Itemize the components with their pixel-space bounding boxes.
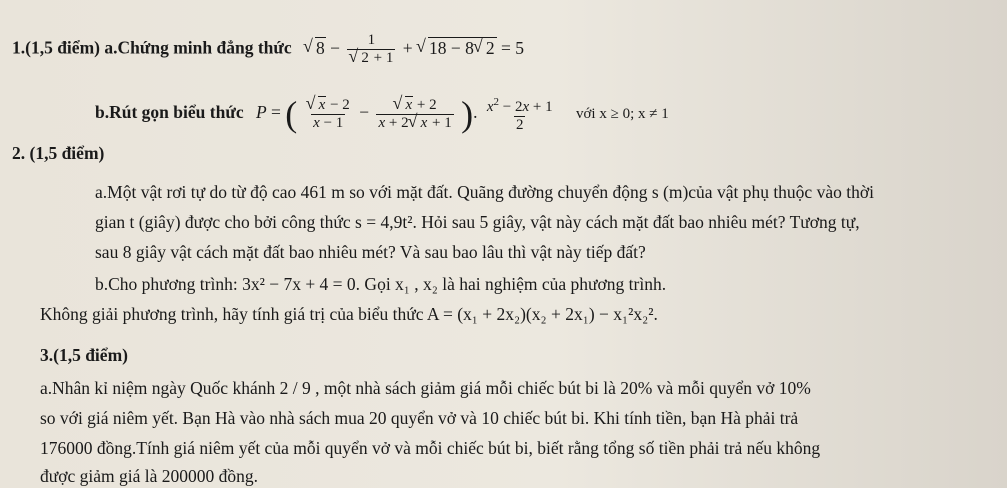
q2b-line-1: b.Cho phương trình: 3x² − 7x + 4 = 0. Gọi x₁ , x₂ là hai nghiệm của phương trình. (95, 274, 667, 294)
q2a-line-1: a.Một vật rơi tự do từ độ cao 461 m so với mặt đất. Quãng đường chuyển động s (m)của vật phụ thuộc vào thời (95, 182, 874, 202)
q3-line-4: được giảm giá là 200000 đồng. (40, 466, 259, 486)
q3-line-1: a.Nhân kỉ niệm ngày Quốc khánh 2 / 9 , một nhà sách giảm giá mỗi chiếc bút bi là 20% và mỗi quyển vở 10% (40, 378, 811, 398)
q1b-line (95, 94, 669, 134)
q2-heading: 2. (1,5 điểm) (12, 143, 105, 163)
q1b-condition: với x ≥ 0; x ≠ 1 (576, 106, 669, 123)
q1a-line (12, 32, 524, 67)
q3-line-3: 176000 đồng.Tính giá niêm yết của mỗi quyển vở và mỗi chiếc bút bi, biết rằng tổng số tiền phải trả nếu không (40, 438, 821, 458)
q1-heading: 1.(1,5 điểm) a.Chứng minh đẳng thức (12, 37, 292, 58)
q3-line-2: so với giá niêm yết. Bạn Hà vào nhà sách mua 20 quyển vở và 10 chiếc bút bi. Khi tính tiền, bạn Hà phải trả (40, 408, 799, 428)
q1b-label: b.Rút gọn biểu thức (95, 102, 244, 123)
q1a-formula: √ 8 − 1 √ 2 + 1 + √ 18 − 8√ 2 = 5 (304, 38, 524, 58)
q2a-line-3: sau 8 giây vật cách mặt đất bao nhiêu mét? Và sau bao lâu thì vật này tiếp đất? (95, 242, 646, 262)
q2b-line-2: Không giải phương trình, hãy tính giá trị của biểu thức A = (x₁ + 2x₂)(x₂ + 2x₁) − x₁²x₂². (40, 304, 658, 324)
q1b-formula: P = ( √ $\frac{x - 2}{x - 1}$ − √ $\frac{x + 2}{x + 2√ x + 1}$ ). $\frac{x^2 - 2x + 1}{2}$ (256, 102, 562, 122)
q1a-result: = 5 (501, 37, 524, 58)
q3-heading: 3.(1,5 điểm) (40, 345, 128, 365)
q2a-line-2: gian t (giây) được cho bởi công thức s = 4,9t². Hỏi sau 5 giây, vật này cách mặt đất bao nhiêu mét? Tương tự, (95, 212, 860, 232)
